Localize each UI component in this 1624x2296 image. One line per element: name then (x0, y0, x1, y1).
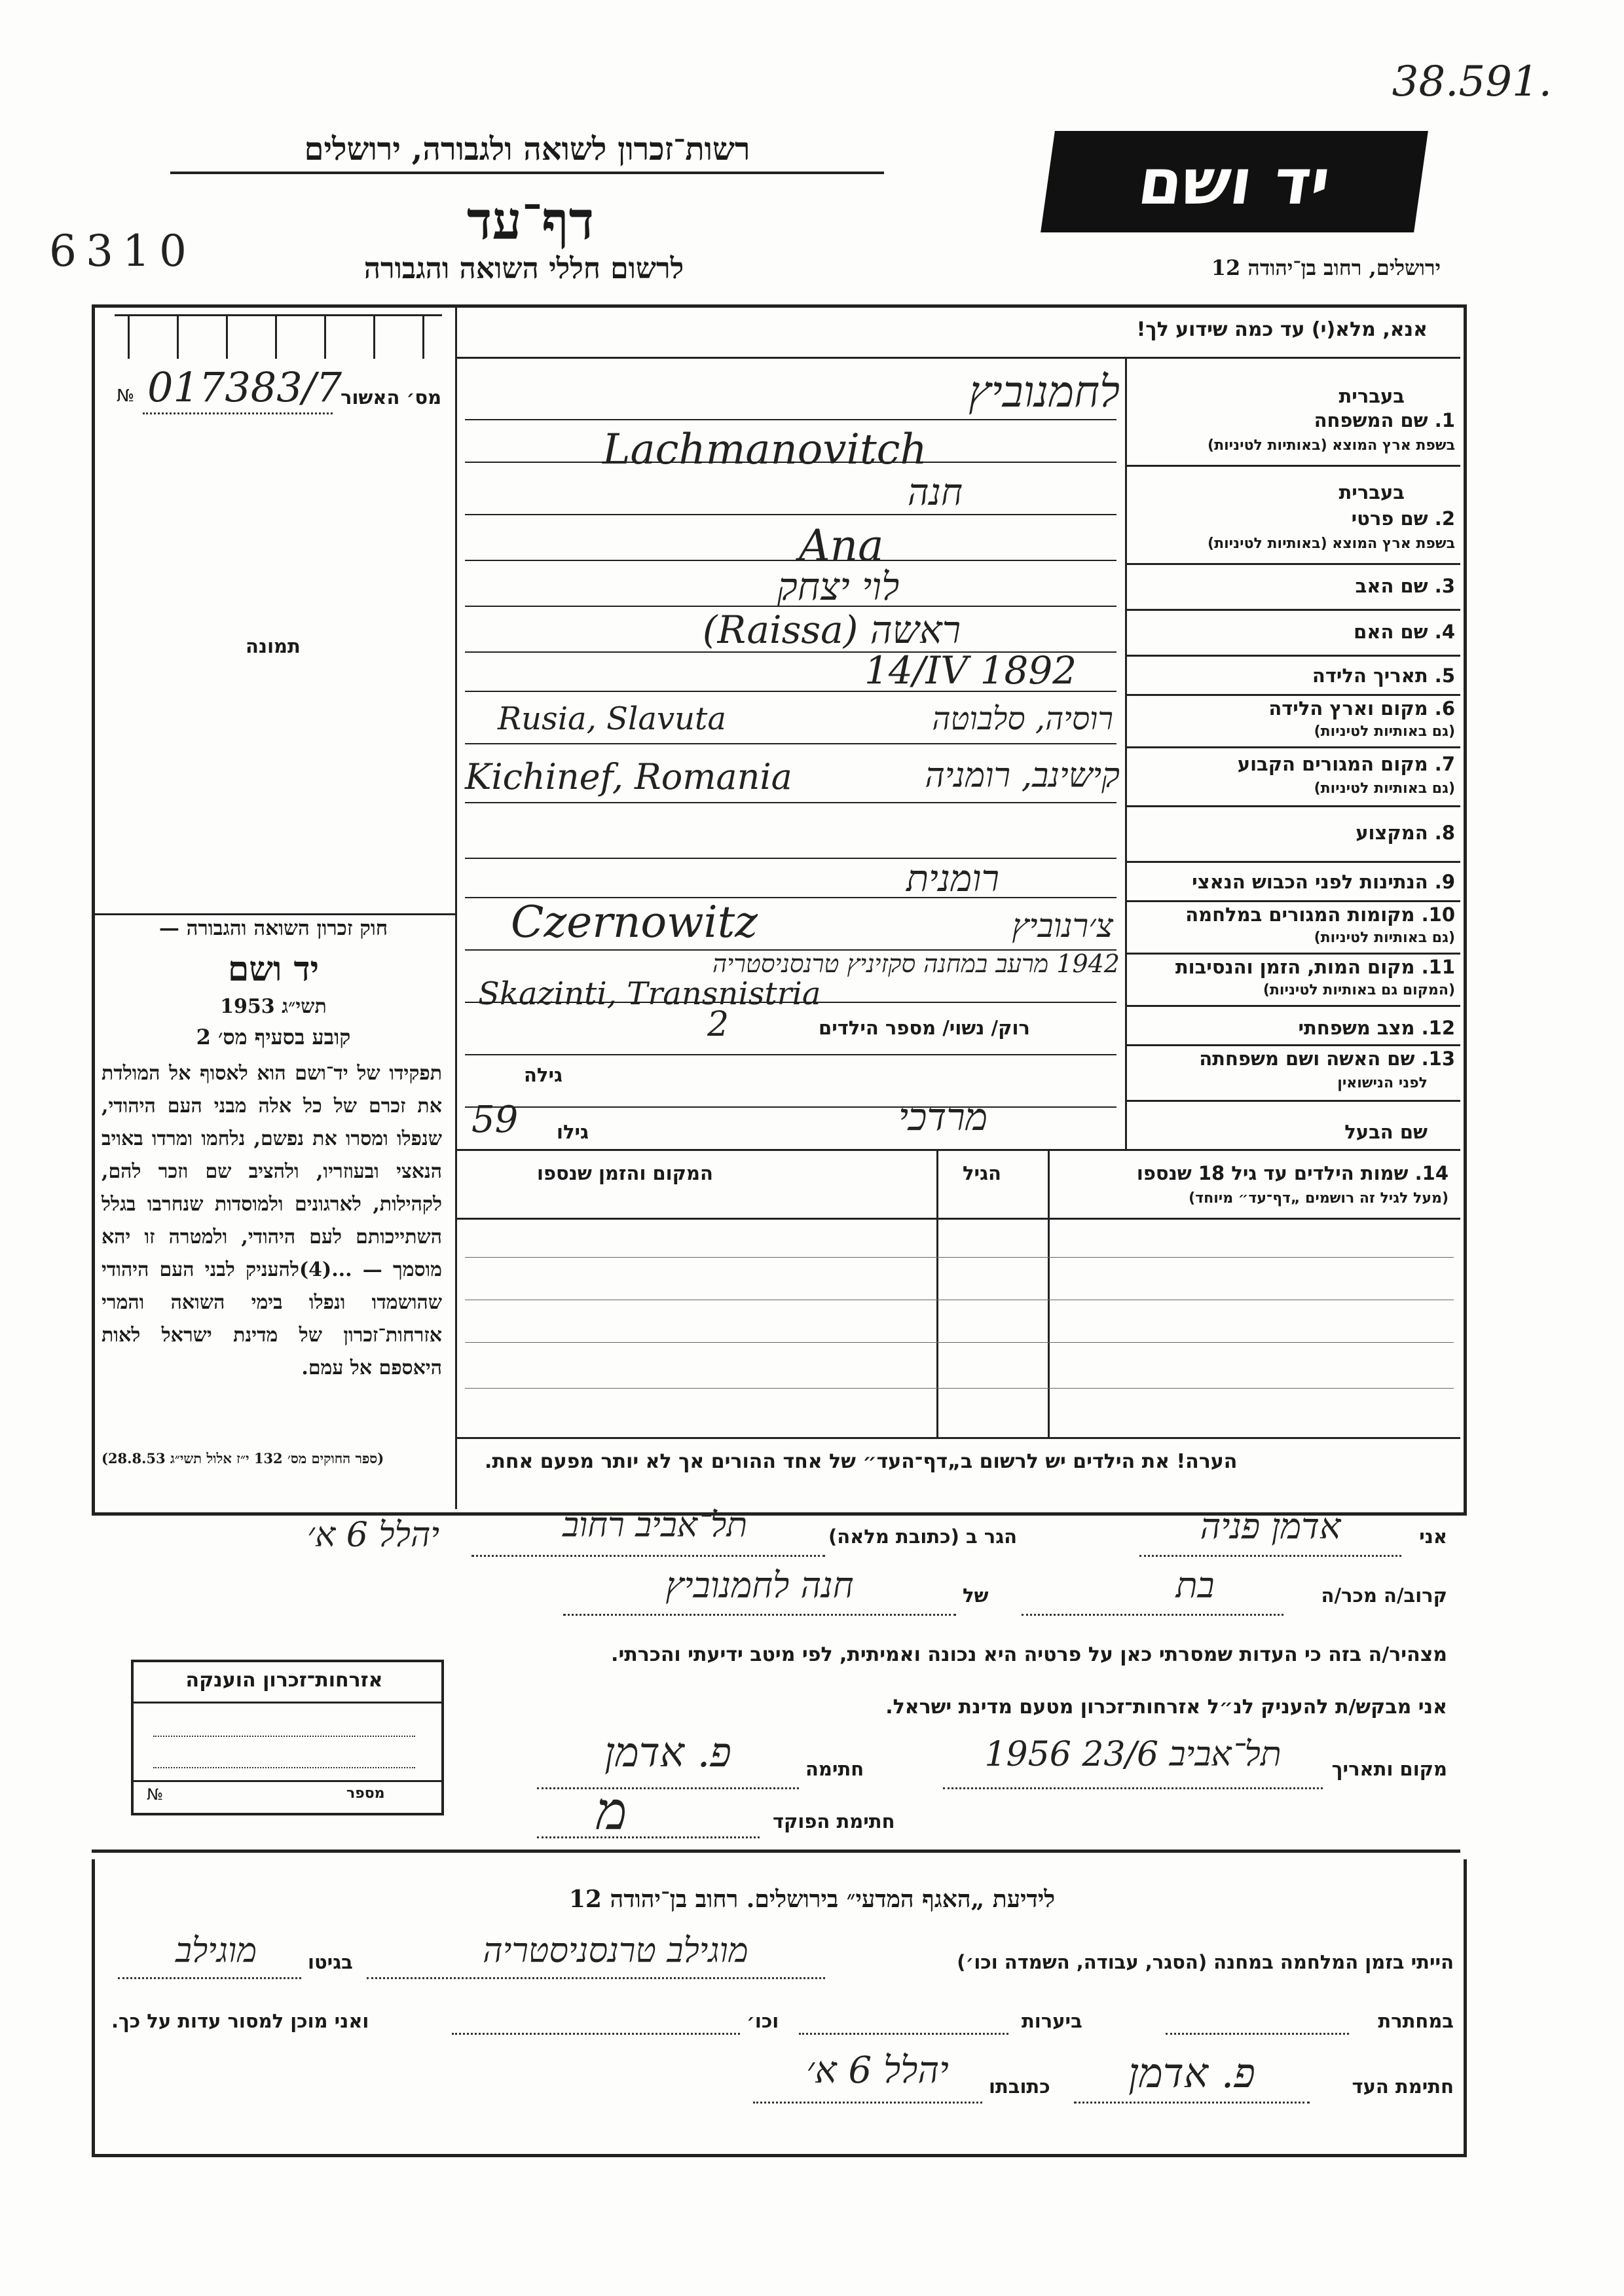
field-6-text: מקום וארץ הלידה (1268, 697, 1428, 720)
page-title: דף־עד (466, 190, 595, 251)
field-6-sub: (גם באותיות לטיניות) (1314, 723, 1455, 740)
law-year: תשי״ג 1953 (220, 995, 327, 1018)
decl-i-value: אדמן פניה (1200, 1506, 1341, 1547)
field-3-label (1356, 575, 1455, 597)
hebrew-tag-2: בעברית (1338, 481, 1405, 503)
residence-latin: Kichinef, Romania (465, 756, 792, 797)
decl-officer-signature: מ (596, 1781, 627, 1842)
marital-options: רוק/ נשוי/ מספר הילדים (819, 1017, 1030, 1039)
field-5-text: תאריך הלידה (1312, 665, 1428, 687)
law-name: יד ושם (227, 949, 320, 989)
field-1-sub: בשפת ארץ המוצא (באותיות לטיניות) (1208, 437, 1455, 454)
decl-signature: פ. אדמן (604, 1728, 731, 1776)
bottom-title: לידיעת „האגף המדעי״ בירושלים. רחוב בן־יהודה 12 (568, 1886, 1056, 1913)
field-13-text: שם האשה ושם משפחתה (1199, 1048, 1415, 1070)
birth-place-he: רוסיה, סלבוטה (932, 701, 1113, 737)
approval-label: מס׳ האשור (341, 386, 442, 409)
corner-archive-number: 38.591. (1392, 58, 1552, 106)
death-place-he: 1942 מרעב במחנה סקזיניץ טרנסניסטריה (712, 949, 1120, 978)
field-10-label (1185, 903, 1455, 926)
wartime-residence-latin: Czernowitz (511, 897, 758, 947)
decl-i-label: אני (1419, 1525, 1447, 1548)
field-5-label (1312, 665, 1455, 687)
residence-he: קישינב, רומניה (925, 756, 1120, 795)
field-2-text: שם פרטי (1351, 507, 1428, 530)
wartime-residence-he: צ׳רנוביץ (1012, 907, 1113, 945)
field-8-text: המקצוע (1356, 822, 1428, 844)
decl-address: תל־אביב רחוב (562, 1506, 748, 1545)
hebrew-tag-1: בעברית (1338, 385, 1405, 407)
decl-statement: מצהיר/ה בזה כי העדות שמסרתי כאן על פרטיה היא נכונה ואמיתית, לפי מיטב ידיעתי והכרתי. (611, 1643, 1447, 1666)
field-9-num: 9. (1434, 871, 1455, 893)
field-11-num: 11. (1421, 956, 1455, 978)
field-3-num: 3. (1434, 575, 1455, 597)
bottom-ready-label: ואני מוכן למסור עדות על כך. (111, 2010, 369, 2032)
bottom-camp-value: מוגילב טרנסניסטריה (483, 1931, 748, 1971)
husband-name: מרדכי (898, 1095, 988, 1139)
bottom-witness-signature: פ. אדמן (1128, 2049, 1255, 2097)
first-name-latin: Ana (799, 520, 884, 571)
field-10-num: 10. (1421, 903, 1455, 926)
field-8-num: 8. (1434, 822, 1455, 844)
left-number: 6310 (49, 226, 196, 276)
decl-place-date-label: מקום ותאריך (1331, 1758, 1447, 1780)
field-7-num: 7. (1434, 753, 1455, 775)
bottom-witness-sig-label: חתימת העד (1352, 2075, 1454, 2098)
husband-age: 59 (471, 1099, 519, 1141)
field-7-text: מקום המגורים הקבוע (1237, 753, 1428, 775)
family-name-he: לחמנוביץ (969, 367, 1120, 417)
field-1-label (1314, 409, 1455, 431)
law-source: (ספר החוקים מס׳ 132 י״ז אלול תשי״ג 28.8.53) (101, 1450, 384, 1467)
field-4-label (1354, 621, 1455, 643)
decl-relation: בת (1175, 1565, 1215, 1606)
field-12-label (1298, 1017, 1455, 1039)
decl-of-label: של (963, 1584, 989, 1607)
address-header: ירושלים, רחוב בן־יהודה 12 (1211, 255, 1441, 280)
field-6-num: 6. (1434, 697, 1455, 720)
field-13-sub: לפני הנישואין (1337, 1075, 1428, 1091)
decl-resides-label: הגר ב (כתובת מלאה) (828, 1525, 1018, 1548)
field-8-label (1356, 822, 1455, 844)
intro-instruction: אנא, מלא(י) עד כמה שידוע לך! (1136, 318, 1428, 341)
children-age-col: הגיל (963, 1162, 1001, 1184)
field-11-label (1175, 956, 1455, 978)
field-9-text: הנתינות לפני הכבוש הנאצי (1192, 871, 1428, 893)
family-name-latin: Lachmanovitch (602, 426, 927, 474)
bottom-underground-label: במחתרת (1378, 2010, 1454, 2032)
children-place-col: המקום והזמן שנספו (537, 1162, 713, 1184)
bottom-address-label: כתובתו (989, 2075, 1050, 2098)
husband-age-label: גילו (557, 1121, 589, 1143)
field-1-text: שם המשפחה (1314, 409, 1428, 431)
decl-of-value: חנה לחמנוביץ (665, 1565, 854, 1606)
law-section: קובע בסעיף מס׳ 2 (196, 1025, 351, 1049)
field-2-label (1352, 507, 1455, 530)
field-7-sub: (גם באותיות לטיניות) (1314, 780, 1455, 797)
birth-date: 14/IV 1892 (864, 648, 1077, 693)
decl-signature-label: חתימה (805, 1758, 864, 1780)
field-7-label (1238, 753, 1455, 775)
decl-officer-label: חתימת הפוקד (773, 1810, 895, 1832)
field-12-text: מצב משפחתי (1298, 1017, 1415, 1039)
citizenship-no-symbol: № (147, 1785, 163, 1804)
mother-name: (Raissa) ראשה (702, 608, 961, 652)
field-5-num: 5. (1434, 665, 1455, 687)
field-9-label (1192, 871, 1455, 893)
yad-vashem-logo: יד ושם (1041, 131, 1428, 232)
field-3-text: שם האב (1355, 575, 1428, 597)
nationality: רומנית (906, 858, 1000, 900)
bottom-forests-label: ביערות (1022, 2010, 1082, 2032)
first-name-he: חנה (907, 471, 963, 514)
field-6-label (1268, 697, 1455, 720)
approval-number: 017383/7 (147, 363, 342, 411)
approval-no-symbol: № (117, 386, 135, 406)
law-title: חוק זכרון השואה והגבורה — (158, 917, 388, 940)
left-column-divider (455, 304, 457, 1509)
citizenship-number-label: מספר (346, 1785, 385, 1802)
photo-label: תמונה (246, 635, 301, 657)
field-10-sub: (גם באותיות לטיניות) (1314, 930, 1455, 946)
field-12-num: 12. (1421, 1017, 1455, 1039)
father-name: לוי יצחק (777, 564, 900, 609)
field-11-sub: (המקום גם באותיות לטיניות) (1263, 982, 1455, 998)
page-subtitle: לרשום חללי השואה והגבורה (363, 252, 684, 285)
field-2-sub: בשפת ארץ המוצא (באותיות לטיניות) (1208, 536, 1455, 552)
field-10-text: מקומות המגורים במלחמה (1185, 903, 1415, 926)
top-left-boxes (115, 314, 442, 359)
bottom-address-value: יהלל 6 א׳ (806, 2049, 949, 2092)
field-2-num: 2. (1434, 507, 1455, 530)
wife-age-label: גילה (524, 1064, 563, 1086)
decl-request: אני מבקש/ת להעניק לנ״ל אזרחות־זכרון מטעם מדינת ישראל. (885, 1696, 1447, 1719)
field-4-text: שם האם (1354, 621, 1428, 643)
bottom-ghetto-label: בגיטו (308, 1951, 353, 1973)
children-subheader: (מעל לגיל זה רושמים „דף־עד״ מיוחד) (1189, 1190, 1449, 1207)
bottom-ghetto-value: מוגילב (175, 1931, 257, 1971)
field-1-num: 1. (1434, 409, 1455, 431)
death-place-latin: Skazinti, Transnistria (478, 975, 821, 1012)
law-body: תפקידו של יד־ושם הוא לאסוף אל המולדת את זכרם של כל אלה מבני העם היהודי, שנפלו ומסרו את נפשם, נלחמו ומרדו באויב הנאצי ובעוזריו, ולהציב שם וזכר להם, לקהילות, לארגונים ולמוסדות שנחרבו בגלל השתייכותם לעם היהודי, ולמטרה זו יהא מוסמך — ...(4)להעניק לבני העם היהודי שהושמדו ונפלו בימי השואה והמרי אזרחות־זכרון של מדינת ישראל לאות היאספם אל עמם. (101, 1062, 442, 1379)
bottom-camp-label: הייתי בזמן המלחמה במחנה (הסגר, עבודה, השמדה וכו׳) (957, 1951, 1454, 1973)
field-13-label (1199, 1048, 1455, 1070)
citizenship-box (131, 1660, 444, 1815)
children-count: 2 (707, 1005, 729, 1044)
field-11-text: מקום המות, הזמן והנסיבות (1175, 956, 1415, 978)
authority-title: רשות־זכרון לשואה ולגבורה, ירושלים (170, 131, 884, 174)
citizenship-title: אזרחות־זכרון הוענקה (185, 1669, 383, 1692)
husband-label: שם הבעל (1344, 1121, 1428, 1143)
decl-place-date: תל־אביב 23/6 1956 (984, 1735, 1282, 1774)
decl-address-extra: יהלל 6 א׳ (306, 1516, 440, 1555)
field-4-num: 4. (1434, 621, 1455, 643)
field-13-num: 13. (1421, 1048, 1455, 1070)
bottom-etc-label: וכו׳ (747, 2010, 779, 2032)
note: הערה! את הילדים יש לרשום ב„דף־העד״ של אחד ההורים אך לא יותר מפעם אחת. (485, 1450, 1238, 1473)
birth-place-latin: Rusia, Slavuta (498, 701, 726, 737)
children-header: 14. שמות הילדים עד גיל 18 שנספו (1136, 1162, 1449, 1184)
decl-relative-label: קרוב/ה מכר/ה (1321, 1584, 1447, 1607)
